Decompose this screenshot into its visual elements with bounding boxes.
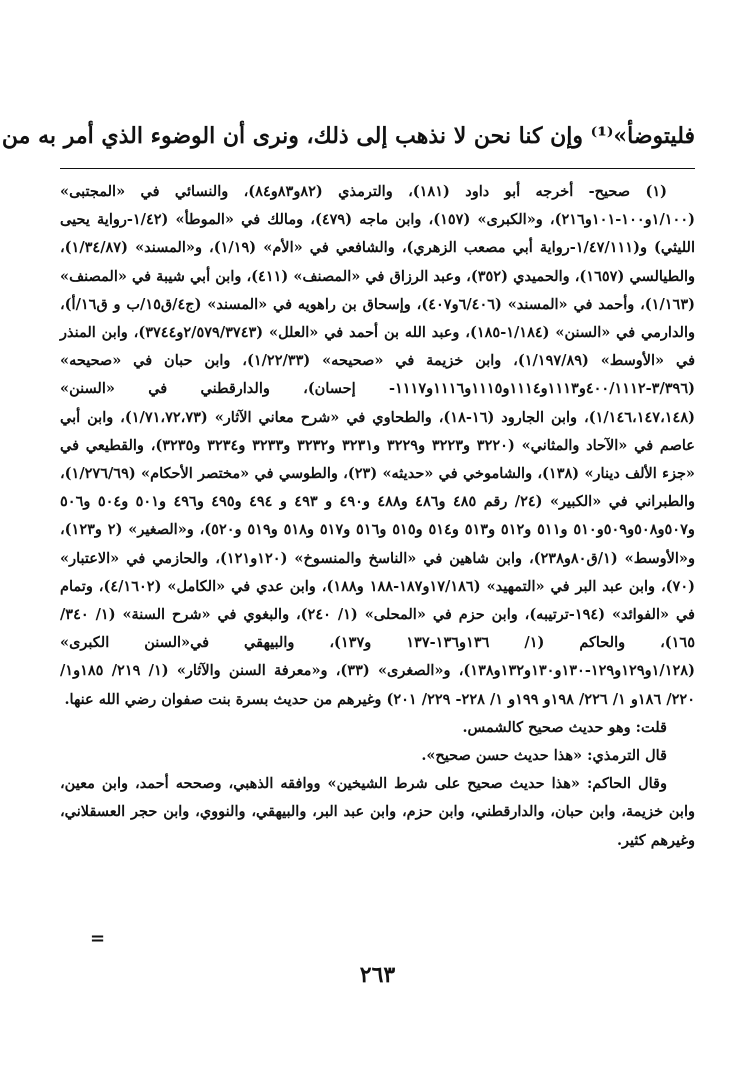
footnotes-block xyxy=(60,178,695,855)
page-number: ٢٦٣ xyxy=(359,962,396,988)
footnote-divider xyxy=(60,168,695,169)
note-paragraph-2: قال الترمذي: «هذا حديث حسن صحيح». xyxy=(421,747,667,765)
main-text-line: فليتوضأ»⁽¹⁾ وإن كنا نحن لا نذهب إلى ذلك، ونرى أن الوضوء الذي أمر به من xyxy=(1,123,695,149)
footnote-1: (١) صحيح- أخرجه أبو داود (١٨١)، والترمذي (٨٢و٨٣و٨٤)، والنسائي في «المجتبى» (١/١٠٠و١٠٠-١٠١و٢١٦)، و«الكبرى» (١٥٧)، وابن ماجه (٤٧٩)، ومالك في «الموطأ» (١/٤٢-رواية يحيى الليثي) و(١/٤٧/١١١-رواية أبي مصعب الزهري)، والشافعي في «الأم» (١/١٩)، و«المسند» (١/٣٤/٨٧)، والطيالسي (١٦٥٧)، والحميدي (٣٥٢)، وعبد الرزاق في «المصنف» (٤١١)، وابن أبي شيبة في «المصنف» (١/١٦٣)، وأحمد في «المسند» (٦/٤٠٦و٤٠٧)، وإسحاق بن راهويه في «المسند» (ج٤/ق١٥/ب و ق١٦/أ)، والدارمي في «السنن» (١/١٨٤-١٨٥)، وعبد الله بن أحمد في «العلل» (٢/٥٧٩/٣٧٤٣و٣٧٤٤)، وابن المنذر في «الأوسط» (١/١٩٧/٨٩)، وابن خزيمة في «صحيحه» (١/٢٢/٣٣)، وابن حبان في «صحيحه» (٣/٣٩٦-٤٠٠/١١١٢و١١١٣و١١١٤و١١١٥و١١١٦و١١١٧- إحسان)، والدارقطني في «السنن» (١/١٤٦،١٤٧،١٤٨)، وابن الجارود (١٦-١٨)، والطحاوي في «شرح معاني الآثار» (١/٧١،٧٢،٧٣)، وابن أبي عاصم في «الآحاد والمثاني» (٣٢٢٠ و٣٢٢٣ و٣٢٢٩ و٣٢٣١ و٣٢٣٢ و٣٢٣٣ و٣٢٣٤ و٣٢٣٥)، والقطيعي في «جزء الألف دينار» (١٣٨)، والشاموخي في «حديثه» (٢٣)، والطوسي في «مختصر الأحكام» (١/٢٧٦/٦٩)، والطبراني في «الكبير» (٢٤/ رقم ٤٨٥ و٤٨٦ و٤٨٨ و٤٩٠ و ٤٩٣ و ٤٩٤ و٤٩٥ و٤٩٦ و٥٠١ و٥٠٤ و٥٠٦ و٥٠٧و٥٠٨و٥٠٩و٥١٠ و٥١١ و٥١٢ و٥١٣ و٥١٤ و٥١٥ و٥١٦ و٥١٧ و٥١٨ و٥١٩ و٥٢٠)، و«الصغير» (٢ و١٢٣)، و«الأوسط» (١/ق٨٠و٢٣٨)، وابن شاهين في «الناسخ والمنسوخ» (١٢٠و١٢١)، والحازمي في «الاعتبار» (٧٠)، وابن عبد البر في «التمهيد» (١٧/١٨٦و١٨٧-١٨٨ و١٨٨)، وابن عدي في «الكامل» (٤/١٦٠٢)، وتمام في «الفوائد» (١٩٤-ترتيبه)، وابن حزم في «المحلى» (١/ ٢٤٠)، والبغوي في «شرح السنة» (١/ ٣٤٠/ ١٦٥)، والحاكم (١/ ١٣٦و١٣٦-١٣٧ و١٣٧)، والبيهقي في«السنن الكبرى» (١/١٢٨و١٢٩و١٢٩-١٣٠و١٣٠و١٣٢و١٣٨)، و«الصغرى» (٣٣)، و«معرفة السنن والآثار» (١/ ٢١٩/ ١٨٥و١/ ٢٢٠/ ١٨٦و ١/ ٢٢٦/ ١٩٨و ١٩٩و ١/ ٢٢٨- ٢٢٩/ ٢٠١) وغيرهم من حديث بسرة بنت صفوان رضي الله عنها. xyxy=(60,183,696,708)
note-paragraph-1: قلت: وهو حديث صحيح كالشمس. xyxy=(462,718,667,736)
note-paragraph-3: وقال الحاكم: «هذا حديث صحيح على شرط الشيخين» ووافقه الذهبي، وصححه أحمد، وابن معين، وابن خزيمة، وابن حبان، والدارقطني، وابن حزم، وابن عبد البر، والبيهقي، والنووي، وابن حجر العسقلاني، وغيرهم كثير. xyxy=(60,775,695,849)
continuation-mark: = xyxy=(90,928,106,949)
